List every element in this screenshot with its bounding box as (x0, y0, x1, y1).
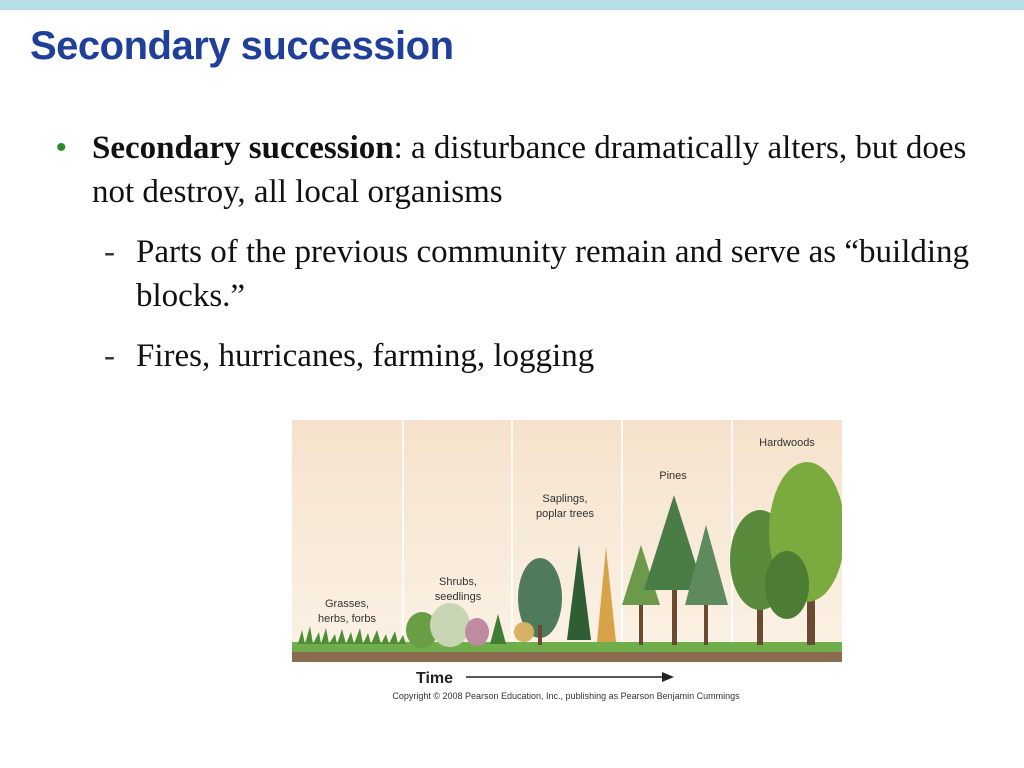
time-arrow-head-icon (662, 672, 674, 682)
stage-label-2: Shrubs, (439, 576, 477, 588)
copyright-text: Copyright © 2008 Pearson Education, Inc., publishing as Pearson Benjamin Cummings (392, 691, 740, 701)
stage-label-3: Saplings, (542, 493, 588, 505)
subbullet-text: Fires, hurricanes, farming, logging (136, 338, 595, 374)
stage-label-4: Pines (659, 470, 687, 482)
stage-label-5: Hardwoods (759, 437, 815, 449)
subbullet-2 (56, 334, 976, 378)
stage-label-3b: poplar trees (535, 508, 595, 520)
stage-label-1: Grasses, (324, 598, 370, 610)
succession-figure (292, 420, 842, 702)
bullet-main (56, 126, 976, 214)
top-accent-bar (0, 0, 1024, 10)
subbullet-1 (56, 230, 976, 318)
subbullet-text: Parts of the previous community remain and serve as “building blocks.” (136, 234, 970, 314)
bullet-separator: : (393, 130, 403, 166)
succession-illustration (292, 420, 842, 702)
time-axis-label: Time (416, 670, 454, 687)
bullet-list (56, 126, 976, 378)
slide-title: Secondary succession (30, 24, 454, 68)
stage-label-2b: seedlings (434, 591, 482, 603)
bullet-definition: a disturbance dramatically alters, but does not destroy, all local organisms (92, 130, 967, 210)
bullet-term: Secondary succession (92, 130, 394, 166)
ground-soil (292, 652, 842, 662)
stage-label-1b: herbs, forbs (317, 613, 377, 625)
dash-icon: - (104, 338, 115, 374)
dash-icon: - (104, 234, 115, 270)
bullet-dot-icon: • (56, 131, 67, 164)
